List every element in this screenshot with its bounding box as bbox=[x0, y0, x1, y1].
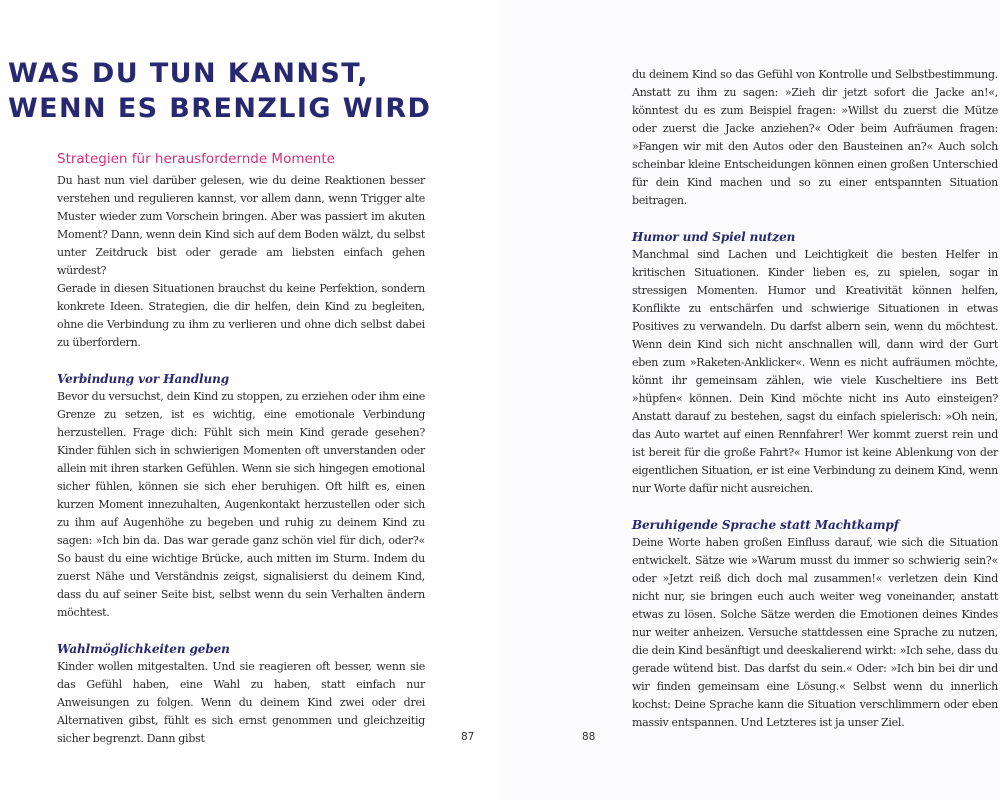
chapter-title bbox=[8, 56, 488, 126]
paragraph-sprache: Deine Worte haben großen Einfluss darauf, wie sich die Situation entwickelt. Sätze wie »Warum musst du immer so schwierig sein?« oder »Jetzt reiß dich doch mal zusammen!« verletzen dein Kind nicht nur, sie bringen euch auch weiter weg voneinander, anstatt etwas zu lösen. Solche Sätze werden die Emotionen deines Kindes nur weiter anheizen. Versuche stattdessen eine Sprache zu nutzen, die dein Kind besänftigt und deeskalierend wirkt: »Ich sehe, dass du gerade wütend bist. Das darfst du sein.« Oder: »Ich bin bei dir und wir finden gemeinsam eine Lösung.« Selbst wenn du innerlich kochst: Deine Sprache kann die Situation verschlimmern oder eben massiv entspannen. Und Letzteres ist ja unser Ziel. bbox=[632, 536, 998, 729]
page-number-right: 88 bbox=[582, 731, 596, 743]
chapter-title-line-2: WENN ES BRENZLIG WIRD bbox=[8, 93, 432, 124]
paragraph-continuation: du deinem Kind so das Gefühl von Kontrolle und Selbstbestimmung. Anstatt zu ihm zu sagen: »Zieh dir jetzt sofort die Jacke an!«, könntest du es zum Beispiel fragen: »Willst du zuerst die Mütze oder zuerst die Jacke anziehen?« Oder beim Aufräumen fragen: »Fangen wir mit den Autos oder den Bausteinen an?« Auch solch scheinbar kleine Entscheidungen können einen großen Unterschied für dein Kind machen und so zu einer entspannten Situation beitragen. bbox=[632, 68, 998, 207]
subheading-humor: Humor und Spiel nutzen bbox=[632, 230, 796, 244]
paragraph-verbindung: Bevor du versuchst, dein Kind zu stoppen, zu erziehen oder ihm eine Grenze zu setzen, ist es wichtig, eine emotionale Verbindung herzustellen. Frage dich: Fühlt sich mein Kind gerade gesehen? Kinder fühlen sich in schwierigen Momenten oft unverstanden oder allein mit ihren starken Gefühlen. Wenn sie sich hingegen emotional sicher fühlen, können sie sich eher beruhigen. Oft hilft es, einen kurzen Moment innezuhalten, Augenkontakt herzustellen oder sich zu ihm auf Augenhöhe zu begeben und ruhig zu deinem Kind zu sagen: »Ich bin da. Das war gerade ganz schön viel für dich, oder?« So baust du eine wichtige Brücke, auch mitten im Sturm. Indem du zuerst Nähe und Verständnis zeigst, signalisierst du deinem Kind, dass du auf seiner Seite bist, selbst wenn du sein Verhalten ändern möchtest. bbox=[57, 390, 425, 619]
intro-paragraph-2: Gerade in diesen Situationen brauchst du keine Perfektion, sondern konkrete Ideen. Strategien, die dir helfen, dein Kind zu begleiten, ohne die Verbindung zu ihm zu verlieren und ohne dich selbst dabei zu überfordern. bbox=[57, 282, 425, 349]
right-page bbox=[500, 0, 1000, 800]
paragraph-humor: Manchmal sind Lachen und Leichtigkeit die besten Helfer in kritischen Situationen. Kinder lieben es, zu spielen, sogar in stressigen Momenten. Humor und Kreativität können helfen, Konflikte zu entschärfen und schwierige Situationen in etwas Positives zu verwandeln. Du darfst albern sein, wenn du möchtest. Wenn dein Kind sich nicht anschnallen will, dann wird der Gurt eben zum »Raketen-Anklicker«. Wenn es nicht aufräumen möchte, könnt ihr gemeinsam zählen, wie viele Kuscheltiere ins Bett »hüpfen« können. Dein Kind möchte nicht ins Auto einsteigen? Anstatt darauf zu bestehen, sagst du einfach spielerisch: »Oh nein, das Auto wartet auf einen Rennfahrer! Wer kommt zuerst rein und ist bereit für die große Fahrt?« Humor ist keine Ablenkung von der eigentlichen Situation, er ist eine Verbindung zu deinem Kind, wenn nur Worte dafür nicht ausreichen. bbox=[632, 248, 998, 495]
left-text-column bbox=[57, 150, 425, 748]
subheading-wahlmoeglichkeiten: Wahlmöglichkeiten geben bbox=[57, 642, 230, 656]
section-heading: Strategien für herausfordernde Momente bbox=[57, 151, 335, 167]
intro-paragraph-1: Du hast nun viel darüber gelesen, wie du deine Reaktionen besser verstehen und regulieren kannst, vor allem dann, wenn Trigger alte Muster wieder zum Vorschein bringen. Aber was passiert im akuten Moment? Dann, wenn dein Kind sich auf dem Boden wälzt, du selbst unter Zeitdruck bist oder gerade am liebsten einfach gehen würdest? bbox=[57, 174, 425, 277]
paragraph-wahlmoeglichkeiten: Kinder wollen mitgestalten. Und sie reagieren oft besser, wenn sie das Gefühl haben, eine Wahl zu haben, statt einfach nur Anweisungen zu folgen. Wenn du deinem Kind zwei oder drei Alternativen gibst, fühlt es sich ernst genommen und gleichzeitig sicher begrenzt. Dann gibst bbox=[57, 660, 425, 745]
subheading-verbindung: Verbindung vor Handlung bbox=[57, 372, 230, 386]
page-number-left: 87 bbox=[461, 731, 475, 743]
subheading-sprache: Beruhigende Sprache statt Machtkampf bbox=[632, 518, 899, 532]
chapter-title-line-1: WAS DU TUN KANNST, bbox=[8, 58, 369, 89]
right-text-column bbox=[632, 66, 998, 732]
